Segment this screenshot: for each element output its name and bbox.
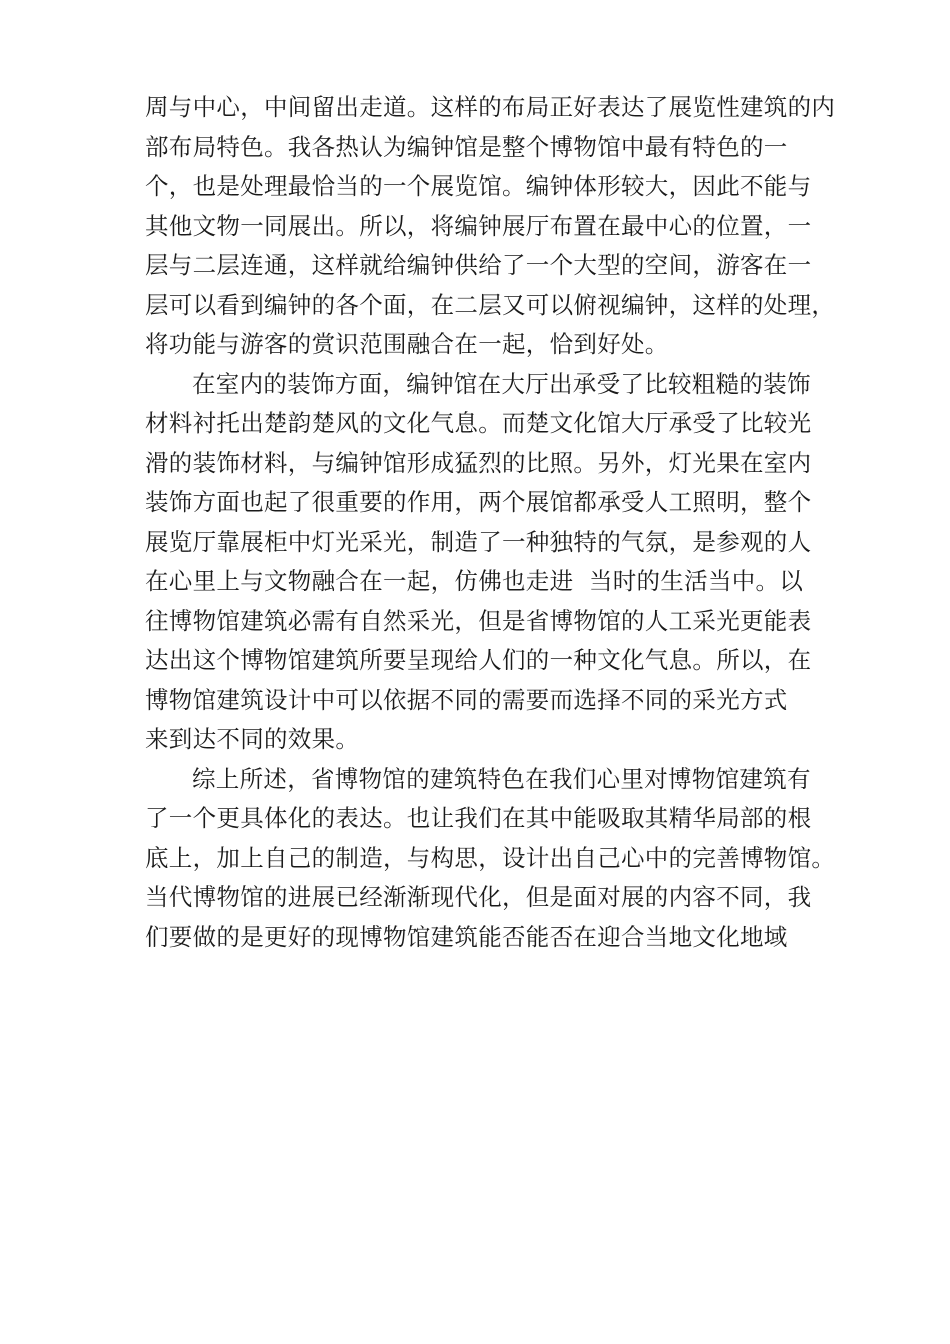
text-line: 层与二层连通，这样就给编钟供给了一个大型的空间，游客在一 <box>145 251 812 279</box>
text-line: 在心里上与文物融合在一起，仿佛也走进 当时的生活当中。以 <box>145 567 804 595</box>
paragraph-2 <box>145 365 825 760</box>
text-line: 来到达不同的效果。 <box>145 725 360 753</box>
paragraph-1 <box>145 88 836 365</box>
text-line: 其他文物一同展出。所以，将编钟展厅布置在最中心的位置，一 <box>145 211 812 240</box>
text-line: 装饰方面也起了很重要的作用，两个展馆都承受人工照明，整个 <box>145 488 812 516</box>
text-line: 材料衬托出楚韵楚风的文化气息。而楚文化馆大厅承受了比较光 <box>145 409 812 437</box>
text-line: 将功能与游客的赏识范围融合在一起，恰到好处。 <box>145 330 669 358</box>
text-line: 个，也是处理最恰当的一个展览馆。编钟体形较大，因此不能与 <box>145 172 812 200</box>
text-line: 当代博物馆的进展已经渐渐现代化，但是面对展的内容不同，我 <box>145 883 812 911</box>
text-line: 博物馆建筑设计中可以依据不同的需要而选择不同的采光方式 <box>145 685 788 714</box>
text-line: 了一个更具体化的表达。也让我们在其中能吸取其精华局部的根 <box>145 804 812 832</box>
paragraph-3 <box>145 760 836 958</box>
text-line: 综上所述，省博物馆的建筑特色在我们心里对博物馆建筑有 <box>192 764 811 793</box>
text-line: 底上，加上自己的制造，与构思，设计出自己心中的完善博物馆。 <box>145 843 836 872</box>
text-line: 层可以看到编钟的各个面，在二层又可以俯视编钟，这样的处理， <box>145 290 836 319</box>
text-line: 滑的装饰材料，与编钟馆形成猛烈的比照。另外，灯光果在室内 <box>145 448 812 477</box>
body-text <box>145 88 836 957</box>
text-line: 周与中心，中间留出走道。这样的布局正好表达了展览性建筑的内 <box>145 93 836 121</box>
text-line: 们要做的是更好的现博物馆建筑能否能否在迎合当地文化地域 <box>145 922 788 951</box>
text-line: 达出这个博物馆建筑所要呈现给人们的一种文化气息。所以，在 <box>145 646 812 674</box>
text-line: 部布局特色。我各热认为编钟馆是整个博物馆中最有特色的一 <box>145 132 788 161</box>
text-line: 展览厅靠展柜中灯光采光，制造了一种独特的气氛，是参观的人 <box>145 527 812 556</box>
text-line: 往博物馆建筑必需有自然采光，但是省博物馆的人工采光更能表 <box>145 606 812 635</box>
text-line: 在室内的装饰方面，编钟馆在大厅出承受了比较粗糙的装饰 <box>192 369 811 398</box>
